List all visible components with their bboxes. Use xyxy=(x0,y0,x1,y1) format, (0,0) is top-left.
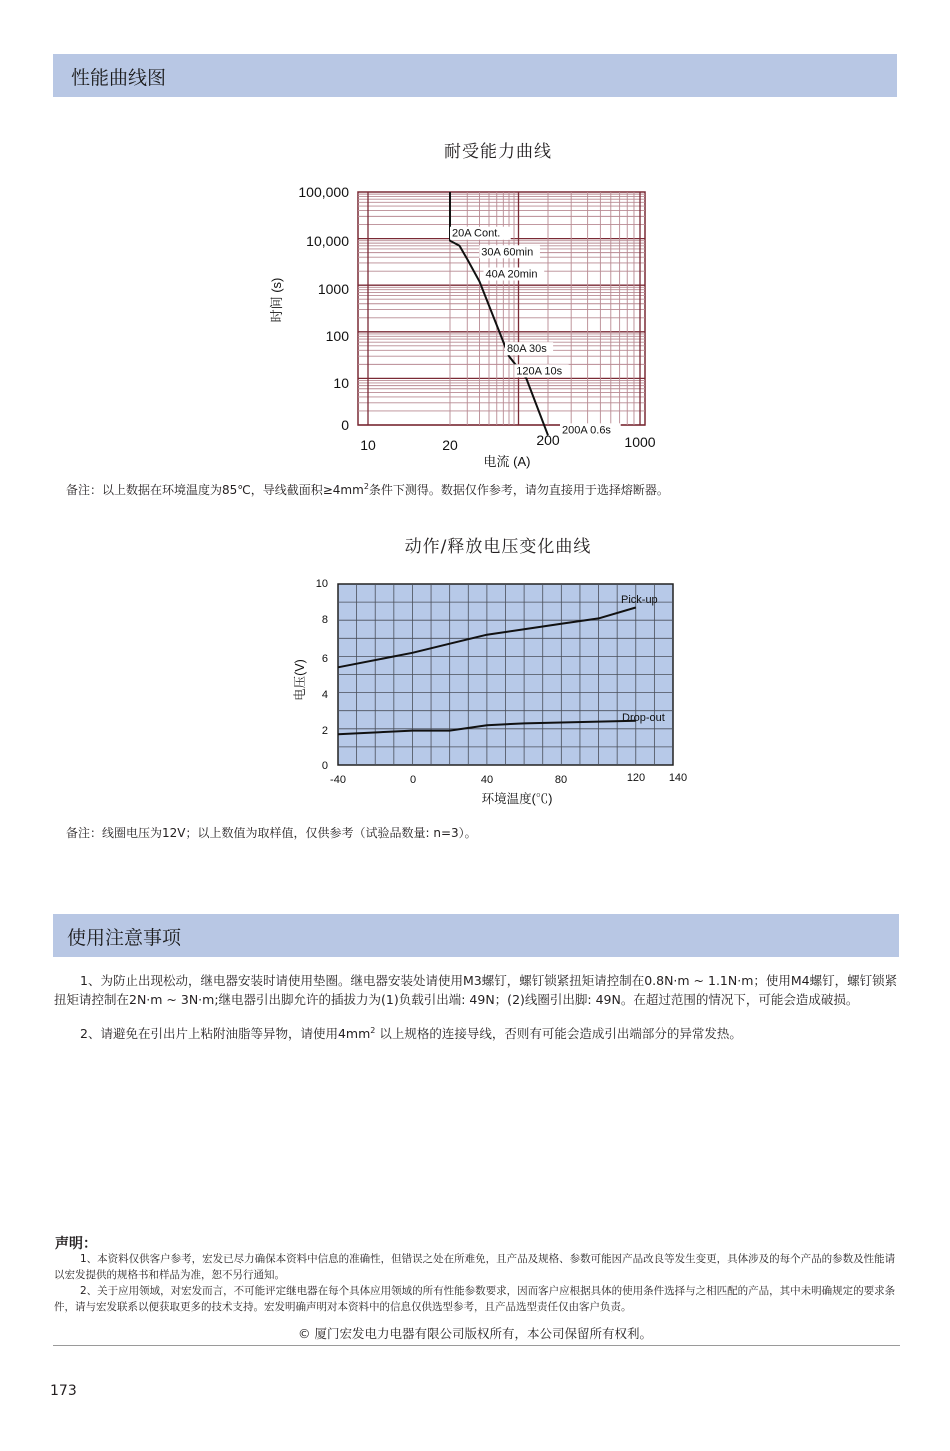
y-tick-label: 1000 xyxy=(317,281,349,297)
chart2-title: 动作/释放电压变化曲线 xyxy=(404,537,592,557)
chart1-note-text: 备注：以上数据在环境温度为85℃，导线截面积≥4mm xyxy=(66,483,364,497)
page-number: 173 xyxy=(50,1383,77,1399)
x-tick-label: 10 xyxy=(360,437,376,453)
y-tick-label: 100,000 xyxy=(298,184,349,200)
annotation-label: 80A 30s xyxy=(507,343,547,356)
y-axis-label: 电压(V) xyxy=(293,659,307,701)
chart1-note-sup: 2 xyxy=(363,482,369,491)
precaution-item-2-text: 2、请避免在引出片上粘附油脂等异物，请使用4mm xyxy=(80,1026,371,1042)
series-label-dropout: Drop-out xyxy=(622,712,665,724)
section-title: 性能曲线图 xyxy=(71,67,167,89)
precaution-item-2-sup: 2 xyxy=(370,1026,376,1035)
precaution-item-2-text-2: 以上规格的连接导线，否则有可能会造成引出端部分的异常发热。 xyxy=(375,1026,742,1042)
section-header-precautions xyxy=(53,914,899,957)
statement-p2: 2、关于应用领域，对宏发而言，不可能评定继电器在每个具体应用领域的所有性能参数要求，因而客户应根据具体的使用条件选择与之相匹配的产品，其中未明确规定的要求条件，请与宏发联系以便获取更多的技术支持。宏发明确声明对本资料中的信息仅供选型参考，且产品选型责任仅由客户负责。 xyxy=(54,1285,896,1313)
precaution-item-1: 1、为防止出现松动，继电器安装时请使用垫圈。继电器安装处请使用M3螺钉，螺钉锁紧扭矩请控制在0.8N·m ~ 1.1N·m；使用M4螺钉，螺钉锁紧扭矩请控制在2N·m ~ 3N·m;继电器引出脚允许的插拔力为(1)负载引出端: 49N；(2)线圈引出脚: 49N。在超过范围的情况下，可能会造成破损。 xyxy=(54,973,898,1007)
statement-heading: 声明： xyxy=(55,1236,97,1252)
x-tick-label: 140 xyxy=(668,772,688,784)
x-tick-label: -40 xyxy=(330,774,346,786)
x-tick-label: 1000 xyxy=(624,434,656,450)
annotation-label: 40A 20min xyxy=(485,268,538,281)
footer-divider xyxy=(53,1345,900,1346)
y-tick-label: 10 xyxy=(333,375,349,391)
y-axis-label: 时间 (s) xyxy=(269,277,284,323)
y-tick-label: 4 xyxy=(321,689,328,701)
y-tick-label: 100 xyxy=(325,328,349,344)
x-axis-label: 环境温度(℃) xyxy=(481,792,553,806)
annotation-label: 200A 0.6s xyxy=(562,424,611,437)
series-label-pickup: Pick-up xyxy=(621,594,658,606)
chart1-title: 耐受能力曲线 xyxy=(444,142,552,162)
chart1-note xyxy=(66,481,669,498)
y-tick-label: 0 xyxy=(341,417,349,433)
x-tick-label: 0 xyxy=(409,774,417,786)
y-tick-label: 2 xyxy=(321,725,328,737)
y-tick-label: 6 xyxy=(321,653,328,665)
voltage-curve-chart xyxy=(0,570,950,815)
x-tick-label: 40 xyxy=(480,774,494,786)
y-tick-label: 10 xyxy=(315,578,328,590)
annotation-label: 20A Cont. xyxy=(452,227,501,240)
x-tick-label: 20 xyxy=(442,437,458,453)
withstand-curve-chart xyxy=(0,170,950,470)
statement-p1: 1、本资料仅供客户参考，宏发已尽力确保本资料中信息的准确性，但错误之处在所难免，且产品及规格、参数可能因产品改良等发生变更，具体涉及的每个产品的参数及性能请以宏发提供的规格书和样品为准，恕不另行通知。 xyxy=(54,1253,896,1281)
x-axis-label: 电流 (A) xyxy=(483,454,531,469)
section-header-performance xyxy=(53,54,897,97)
y-tick-label: 0 xyxy=(321,760,328,772)
x-tick-label: 120 xyxy=(626,772,646,784)
annotation-label: 30A 60min xyxy=(481,246,534,259)
annotation-label: 120A 10s xyxy=(516,365,563,378)
y-tick-label: 8 xyxy=(321,614,328,626)
section-title: 使用注意事项 xyxy=(67,927,182,949)
precaution-item-2 xyxy=(54,1021,900,1043)
x-tick-label: 200 xyxy=(536,432,560,448)
y-tick-label: 10,000 xyxy=(306,233,349,249)
chart1-note-text-2: 条件下测得。数据仅作参考，请勿直接用于选择熔断器。 xyxy=(368,483,669,497)
x-tick-label: 80 xyxy=(554,774,568,786)
chart2-note: 备注：线圈电压为12V；以上数值为取样值，仅供参考（试验品数量: n=3）。 xyxy=(66,826,477,840)
copyright-text: © 厦门宏发电力电器有限公司版权所有，本公司保留所有权利。 xyxy=(298,1326,652,1341)
